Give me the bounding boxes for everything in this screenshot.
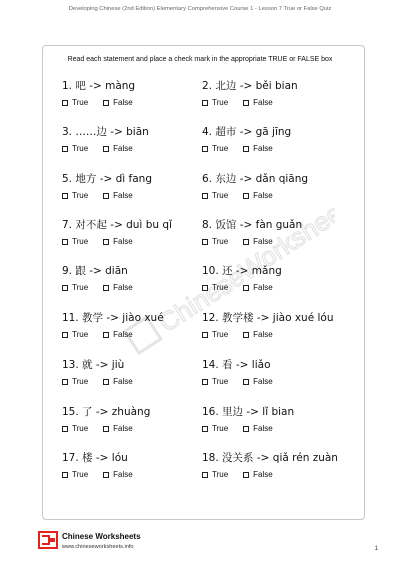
answer-options <box>62 98 212 108</box>
false-option[interactable] <box>103 191 133 201</box>
false-option[interactable] <box>103 330 133 340</box>
true-checkbox[interactable] <box>62 239 68 245</box>
true-option[interactable] <box>62 144 88 154</box>
false-label: False <box>113 283 133 292</box>
false-option[interactable] <box>103 237 133 247</box>
true-option[interactable] <box>202 237 228 247</box>
true-label: True <box>72 283 89 292</box>
question-item <box>202 126 352 154</box>
true-checkbox[interactable] <box>202 426 208 432</box>
true-checkbox[interactable] <box>202 472 208 478</box>
question-item <box>62 126 212 154</box>
false-option[interactable] <box>243 144 273 154</box>
false-checkbox[interactable] <box>243 239 249 245</box>
question-item <box>202 265 352 293</box>
footer-brand: Chinese Worksheets <box>62 532 141 541</box>
question-text: 13. 就 -> jiù <box>62 359 125 371</box>
answer-options <box>202 237 352 247</box>
question-text: 1. 吧 -> màng <box>62 80 136 92</box>
question-item <box>202 80 352 108</box>
false-checkbox[interactable] <box>103 100 109 106</box>
question-text: 8. 饭馆 -> fàn guǎn <box>202 219 303 231</box>
answer-options <box>62 144 212 154</box>
question-item <box>202 312 352 340</box>
false-label: False <box>253 283 273 292</box>
true-option[interactable] <box>202 424 228 434</box>
question-text: 3. ……边 -> biān <box>62 126 149 138</box>
question-item <box>202 173 352 201</box>
true-label: True <box>212 283 229 292</box>
question-text: 14. 看 -> liǎo <box>202 359 271 371</box>
question-item <box>62 359 212 387</box>
question-text: 9. 跟 -> diān <box>62 265 128 277</box>
true-option[interactable] <box>202 191 228 201</box>
false-checkbox[interactable] <box>243 146 249 152</box>
true-checkbox[interactable] <box>62 379 68 385</box>
true-checkbox[interactable] <box>62 193 68 199</box>
false-checkbox[interactable] <box>103 193 109 199</box>
question-item <box>202 359 352 387</box>
false-label: False <box>253 424 273 433</box>
true-option[interactable] <box>202 330 228 340</box>
question-text: 12. 教学楼 -> jiào xué lóu <box>202 312 334 324</box>
question-text: 15. 了 -> zhuàng <box>62 406 151 418</box>
question-item <box>62 173 212 201</box>
true-option[interactable] <box>202 470 228 480</box>
true-label: True <box>72 98 89 107</box>
answer-options <box>62 377 212 387</box>
true-label: True <box>212 237 229 246</box>
true-label: True <box>72 144 89 153</box>
true-option[interactable] <box>62 424 88 434</box>
question-text: 5. 地方 -> dì fang <box>62 173 152 185</box>
answer-options <box>202 191 352 201</box>
false-checkbox[interactable] <box>103 146 109 152</box>
true-checkbox[interactable] <box>202 379 208 385</box>
false-option[interactable] <box>103 377 133 387</box>
true-label: True <box>212 424 229 433</box>
true-checkbox[interactable] <box>202 285 208 291</box>
false-label: False <box>113 144 133 153</box>
false-option[interactable] <box>243 470 273 480</box>
true-option[interactable] <box>62 377 88 387</box>
true-label: True <box>212 470 229 479</box>
answer-options <box>62 191 212 201</box>
false-checkbox[interactable] <box>103 426 109 432</box>
true-option[interactable] <box>62 283 88 293</box>
question-text: 18. 没关系 -> qiǎ rén zuàn <box>202 452 338 464</box>
true-checkbox[interactable] <box>202 100 208 106</box>
chinese-worksheets-logo <box>38 531 58 549</box>
true-option[interactable] <box>62 237 88 247</box>
false-checkbox[interactable] <box>243 332 249 338</box>
answer-options <box>202 283 352 293</box>
true-checkbox[interactable] <box>202 146 208 152</box>
question-item <box>62 452 212 480</box>
true-label: True <box>212 98 229 107</box>
question-item <box>62 312 212 340</box>
true-label: True <box>212 377 229 386</box>
question-text: 16. 里边 -> lǐ bian <box>202 406 295 418</box>
false-option[interactable] <box>103 424 133 434</box>
true-label: True <box>212 191 229 200</box>
watermark-text: ChineseWorksheets <box>153 190 335 338</box>
false-label: False <box>253 330 273 339</box>
question-item <box>62 219 212 247</box>
true-label: True <box>72 191 89 200</box>
false-label: False <box>113 470 133 479</box>
false-option[interactable] <box>243 330 273 340</box>
answer-options <box>202 330 352 340</box>
true-checkbox[interactable] <box>202 332 208 338</box>
answer-options <box>62 330 212 340</box>
true-checkbox[interactable] <box>62 146 68 152</box>
footer-url: www.chineseworksheets.info <box>62 544 134 550</box>
question-text: 10. 还 -> mǎng <box>202 265 282 277</box>
question-text: 7. 对不起 -> duì bu qǐ <box>62 219 172 231</box>
false-label: False <box>253 470 273 479</box>
true-option[interactable] <box>62 98 88 108</box>
true-option[interactable] <box>202 98 228 108</box>
question-item <box>202 219 352 247</box>
question-item <box>62 265 212 293</box>
true-label: True <box>212 330 229 339</box>
true-checkbox[interactable] <box>62 332 68 338</box>
false-checkbox[interactable] <box>103 472 109 478</box>
true-checkbox[interactable] <box>202 239 208 245</box>
answer-options <box>202 144 352 154</box>
false-option[interactable] <box>243 283 273 293</box>
true-option[interactable] <box>62 470 88 480</box>
false-checkbox[interactable] <box>243 379 249 385</box>
false-option[interactable] <box>243 377 273 387</box>
question-text: 11. 教学 -> jiào xué <box>62 312 164 324</box>
false-option[interactable] <box>103 470 133 480</box>
answer-options <box>202 98 352 108</box>
false-option[interactable] <box>103 144 133 154</box>
answer-options <box>202 470 352 480</box>
true-option[interactable] <box>202 283 228 293</box>
false-label: False <box>113 377 133 386</box>
true-checkbox[interactable] <box>62 285 68 291</box>
false-checkbox[interactable] <box>243 100 249 106</box>
answer-options <box>202 424 352 434</box>
question-item <box>62 80 212 108</box>
false-checkbox[interactable] <box>243 472 249 478</box>
false-option[interactable] <box>243 424 273 434</box>
false-label: False <box>113 330 133 339</box>
true-label: True <box>212 144 229 153</box>
instructions: Read each statement and place a check mark in the appropriate TRUE or FALSE box <box>67 56 333 63</box>
false-label: False <box>253 191 273 200</box>
true-checkbox[interactable] <box>202 193 208 199</box>
answer-options <box>62 470 212 480</box>
false-label: False <box>253 237 273 246</box>
document-header: Developing Chinese (2nd Edition) Elementary Comprehensive Course 1 - Lesson 7 True or False Quiz <box>68 6 332 12</box>
false-checkbox[interactable] <box>103 332 109 338</box>
true-label: True <box>72 237 89 246</box>
false-checkbox[interactable] <box>243 285 249 291</box>
true-option[interactable] <box>202 144 228 154</box>
true-checkbox[interactable] <box>62 100 68 106</box>
true-label: True <box>72 470 89 479</box>
false-option[interactable] <box>103 283 133 293</box>
false-label: False <box>253 98 273 107</box>
false-label: False <box>113 191 133 200</box>
false-checkbox[interactable] <box>103 239 109 245</box>
question-item <box>202 406 352 434</box>
true-label: True <box>72 330 89 339</box>
false-label: False <box>253 144 273 153</box>
false-option[interactable] <box>103 98 133 108</box>
false-label: False <box>113 98 133 107</box>
question-text: 17. 楼 -> lóu <box>62 452 128 464</box>
false-checkbox[interactable] <box>243 193 249 199</box>
page-number: 1 <box>374 546 378 552</box>
true-option[interactable] <box>62 191 88 201</box>
false-option[interactable] <box>243 191 273 201</box>
false-checkbox[interactable] <box>243 426 249 432</box>
answer-options <box>62 424 212 434</box>
false-label: False <box>253 377 273 386</box>
false-checkbox[interactable] <box>103 285 109 291</box>
answer-options <box>62 237 212 247</box>
true-label: True <box>72 424 89 433</box>
false-label: False <box>113 424 133 433</box>
question-text: 6. 东边 -> dǎn qiāng <box>202 173 309 185</box>
true-checkbox[interactable] <box>62 472 68 478</box>
false-checkbox[interactable] <box>103 379 109 385</box>
false-label: False <box>113 237 133 246</box>
false-option[interactable] <box>243 237 273 247</box>
true-option[interactable] <box>62 330 88 340</box>
answer-options <box>202 377 352 387</box>
question-text: 4. 超市 -> gā jīng <box>202 126 292 138</box>
answer-options <box>62 283 212 293</box>
question-item <box>202 452 352 480</box>
true-option[interactable] <box>202 377 228 387</box>
false-option[interactable] <box>243 98 273 108</box>
question-text: 2. 北边 -> běi bian <box>202 80 298 92</box>
question-item <box>62 406 212 434</box>
true-checkbox[interactable] <box>62 426 68 432</box>
true-label: True <box>72 377 89 386</box>
